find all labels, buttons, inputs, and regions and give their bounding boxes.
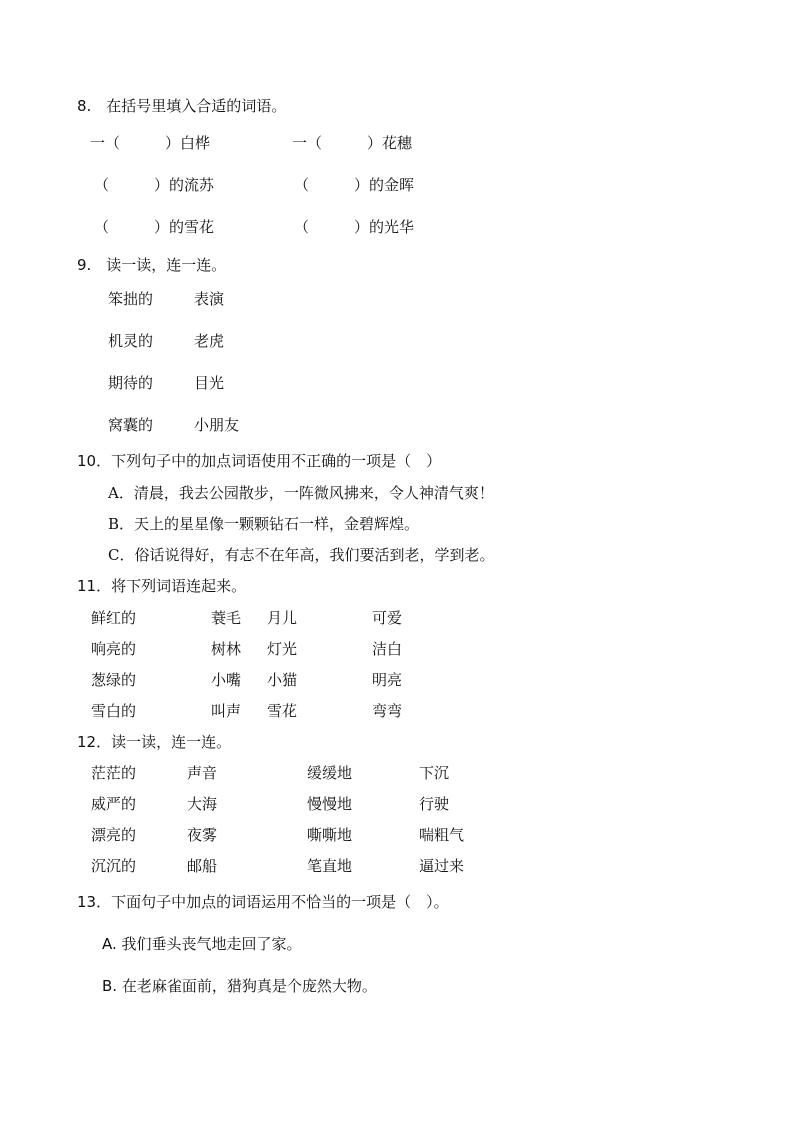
q8-item-6: （ ）的光华: [294, 218, 415, 236]
q11-col3-3: 小猫: [267, 671, 298, 689]
q11-col3-4: 雪花: [267, 702, 298, 720]
q9-left-3: 期待的: [108, 374, 154, 392]
q9-left-4: 窝囊的: [108, 416, 154, 434]
q11-title: 11．将下列词语连起来。: [77, 577, 247, 595]
q11-col1-1: 鲜红的: [91, 609, 137, 627]
q12-col1-2: 威严的: [91, 795, 137, 813]
q11-col2-1: 蓑毛: [211, 609, 242, 627]
q8-item-2: 一（ ）花穗: [292, 134, 413, 152]
q12-col3-1: 缓缓地: [307, 764, 353, 782]
q12-title: 12．读一读，连一连。: [77, 733, 232, 751]
q13-option-a: A. 我们垂头丧气地走回了家。: [102, 935, 302, 953]
q12-col2-2: 大海: [187, 795, 218, 813]
q10-title: 10．下列句子中的加点词语使用不正确的一项是（ ）: [77, 452, 442, 470]
q12-col3-2: 慢慢地: [307, 795, 353, 813]
q12-col1-3: 漂亮的: [91, 826, 137, 844]
q11-col2-2: 树林: [211, 640, 242, 658]
q11-col1-4: 雪白的: [91, 702, 137, 720]
q10-option-a: A．清晨，我去公园散步，一阵微风拂来，令人神清气爽！: [108, 484, 494, 502]
q11-col4-4: 弯弯: [372, 702, 403, 720]
q12-col2-3: 夜雾: [187, 826, 218, 844]
q8-item-5: （ ）的雪花: [94, 218, 215, 236]
q9-left-2: 机灵的: [108, 332, 154, 350]
q12-col3-4: 笔直地: [307, 857, 353, 875]
q11-col1-3: 葱绿的: [91, 671, 137, 689]
q8-item-1: 一（ ）白桦: [90, 134, 211, 152]
q12-col4-3: 喘粗气: [419, 826, 465, 844]
q13-title: 13．下面句子中加点的词语运用不恰当的一项是（ ）。: [77, 893, 449, 911]
q9-right-1: 表演: [194, 290, 225, 308]
q13-option-b: B. 在老麻雀面前，猎狗真是个庞然大物。: [102, 977, 377, 995]
q12-col3-3: 嘶嘶地: [307, 826, 353, 844]
q11-col1-2: 响亮的: [91, 640, 137, 658]
q11-col3-1: 月儿: [267, 609, 298, 627]
q9-right-2: 老虎: [194, 332, 225, 350]
q10-option-b: B．天上的星星像一颗颗钻石一样，金碧辉煌。: [108, 515, 420, 533]
q10-option-c: C．俗话说得好，有志不在年高，我们要活到老，学到老。: [108, 546, 495, 564]
q11-col4-2: 洁白: [372, 640, 403, 658]
q12-col4-2: 行驶: [419, 795, 450, 813]
q12-col1-4: 沉沉的: [91, 857, 137, 875]
q12-col4-4: 逼过来: [419, 857, 465, 875]
q11-col2-3: 小嘴: [211, 671, 242, 689]
q11-col4-3: 明亮: [372, 671, 403, 689]
q9-title: 9. 读一读，连一连。: [77, 256, 227, 274]
q11-col4-1: 可爱: [372, 609, 403, 627]
q11-col3-2: 灯光: [267, 640, 298, 658]
q11-col2-4: 叫声: [211, 702, 242, 720]
q8-item-4: （ ）的金晖: [294, 176, 415, 194]
q8-item-3: （ ）的流苏: [94, 176, 215, 194]
q12-col1-1: 茫茫的: [91, 764, 137, 782]
q12-col2-4: 邮船: [187, 857, 218, 875]
q9-left-1: 笨拙的: [108, 290, 154, 308]
q9-right-3: 目光: [194, 374, 225, 392]
q9-right-4: 小朋友: [194, 416, 240, 434]
q12-col2-1: 声音: [187, 764, 218, 782]
q12-col4-1: 下沉: [419, 764, 450, 782]
q8-title: 8. 在括号里填入合适的词语。: [77, 97, 287, 115]
